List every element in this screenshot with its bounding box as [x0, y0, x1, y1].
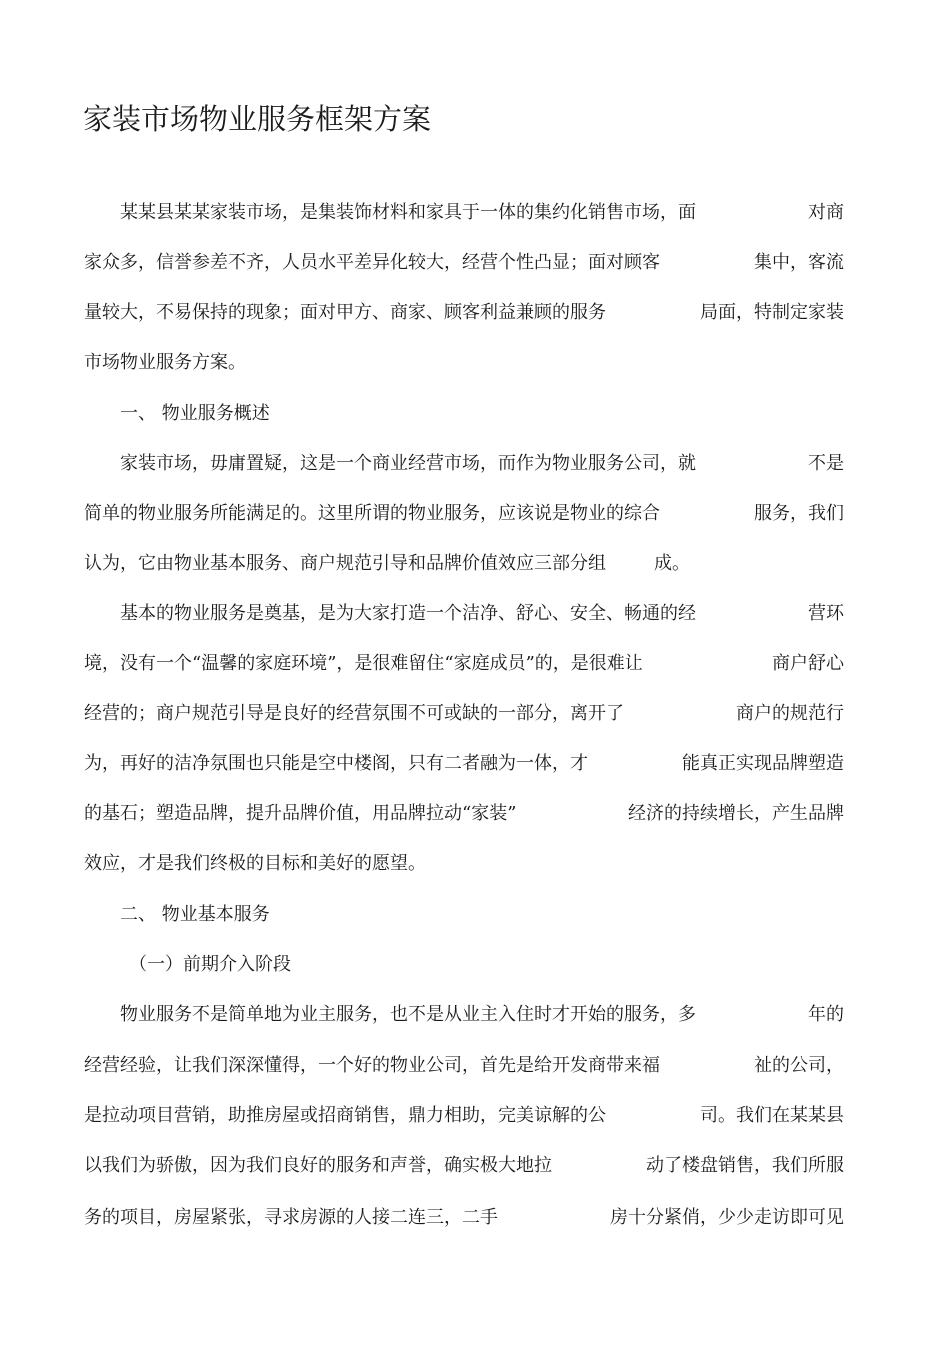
line-text: 的基石；塑造品牌，提升品牌价值，用品牌拉动“家装” [84, 803, 517, 824]
line-text-tail: 司。我们在某某县 [700, 1105, 844, 1126]
paragraph-line [84, 849, 844, 879]
line-text: 基本的物业服务是奠基，是为大家打造一个洁净、舒心、安全、畅通的经 [84, 603, 696, 624]
paragraph-line [84, 1051, 844, 1081]
line-text-tail: 动了楼盘销售，我们所服 [646, 1155, 844, 1176]
line-text: 认为，它由物业基本服务、商户规范引导和品牌价值效应三部分组 [84, 553, 606, 574]
line-text: 某某县某某家装市场，是集装饰材料和家具于一体的集约化销售市场，面 [84, 202, 696, 223]
paragraph-line [84, 1101, 844, 1131]
line-text-tail: 成。 [654, 553, 690, 574]
line-text: 经营的；商户规范引导是良好的经营氛围不可或缺的一部分，离开了 [84, 703, 624, 724]
section-heading [84, 900, 844, 930]
paragraph-line [84, 749, 844, 779]
paragraph-line [84, 1151, 844, 1181]
paragraph-line [84, 499, 844, 529]
paragraph-line [84, 549, 844, 579]
paragraph-line [84, 1203, 844, 1233]
line-text-tail: 商户舒心 [772, 653, 844, 674]
line-text: 家装市场，毋庸置疑，这是一个商业经营市场，而作为物业服务公司，就 [84, 453, 696, 474]
line-text-tail: 商户的规范行 [736, 703, 844, 724]
line-text-tail: 服务，我们 [754, 503, 844, 524]
line-text-tail: 局面，特制定家装 [700, 302, 844, 323]
heading-text: 一、 物业服务概述 [84, 403, 270, 424]
paragraph-line [84, 599, 844, 629]
line-text: 是拉动项目营销，助推房屋或招商销售，鼎力相助，完美谅解的公 [84, 1105, 606, 1126]
subsection-heading [84, 950, 844, 980]
document-title: 家装市场物业服务框架方案 [83, 102, 432, 136]
section-heading [84, 399, 844, 429]
line-text: 效应，才是我们终极的目标和美好的愿望。 [84, 853, 426, 874]
paragraph-line [84, 348, 844, 378]
line-text: 以我们为骄傲，因为我们良好的服务和声誉，确实极大地拉 [84, 1155, 552, 1176]
paragraph-line [84, 248, 844, 278]
line-text-tail: 不是 [808, 453, 844, 474]
line-text: 量较大，不易保持的现象；面对甲方、商家、顾客利益兼顾的服务 [84, 302, 606, 323]
line-text-tail: 营环 [808, 603, 844, 624]
line-text: 物业服务不是简单地为业主服务，也不是从业主入住时才开始的服务，多 [84, 1004, 696, 1025]
paragraph-line [84, 649, 844, 679]
paragraph-line [84, 198, 844, 228]
line-text: 经营经验，让我们深深懂得，一个好的物业公司，首先是给开发商带来福 [84, 1055, 660, 1076]
paragraph-line [84, 799, 844, 829]
line-text-tail: 祉的公司， [754, 1055, 844, 1076]
paragraph-line [84, 449, 844, 479]
line-text-tail: 房十分紧俏，少少走访即可见 [610, 1207, 844, 1228]
heading-text: （一）前期介入阶段 [84, 954, 291, 975]
line-text-tail: 集中，客流 [754, 252, 844, 273]
line-text: 境，没有一个“温馨的家庭环境”，是很难留住“家庭成员”的，是很难让 [84, 653, 643, 674]
paragraph-line [84, 699, 844, 729]
paragraph-line [84, 1000, 844, 1030]
line-text-tail: 对商 [808, 202, 844, 223]
line-text-tail: 能真正实现品牌塑造 [682, 753, 844, 774]
line-text: 家众多，信誉参差不齐，人员水平差异化较大，经营个性凸显；面对顾客 [84, 252, 660, 273]
line-text: 简单的物业服务所能满足的。这里所谓的物业服务，应该说是物业的综合 [84, 503, 660, 524]
line-text: 市场物业服务方案。 [84, 352, 246, 373]
line-text: 为，再好的洁净氛围也只能是空中楼阁，只有二者融为一体，才 [84, 753, 588, 774]
line-text: 务的项目，房屋紧张，寻求房源的人接二连三，二手 [84, 1207, 498, 1228]
line-text-tail: 经济的持续增长，产生品牌 [628, 803, 844, 824]
paragraph-line [84, 298, 844, 328]
heading-text: 二、 物业基本服务 [84, 904, 270, 925]
line-text-tail: 年的 [808, 1004, 844, 1025]
